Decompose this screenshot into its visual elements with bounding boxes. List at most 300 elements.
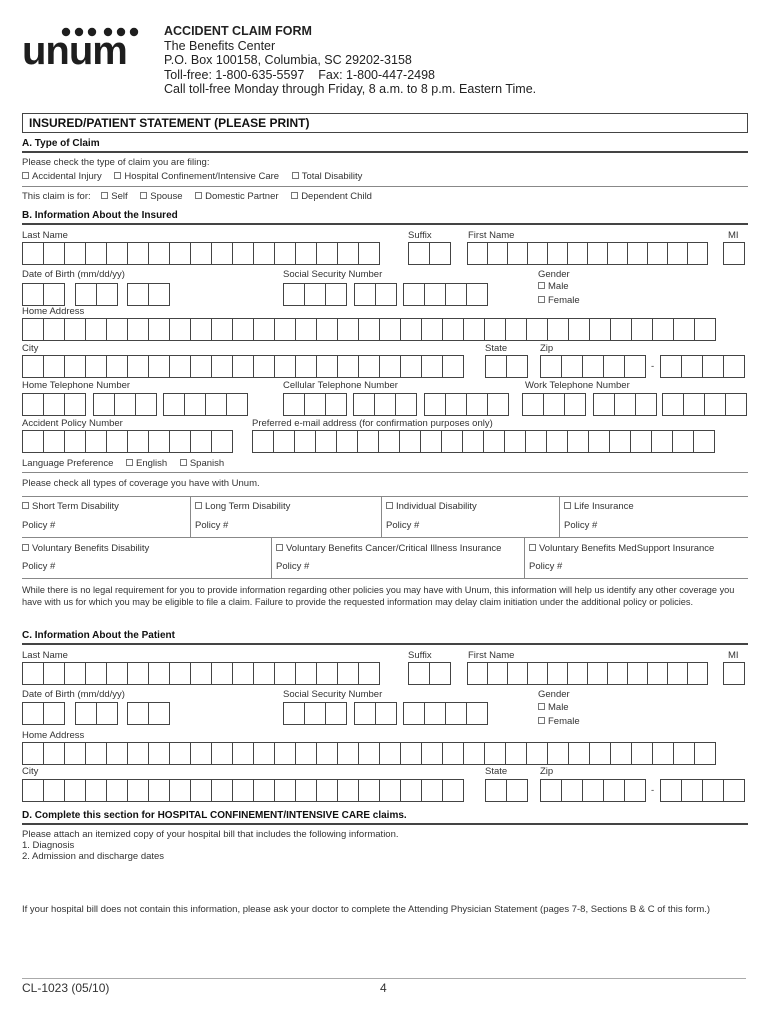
char-box[interactable] xyxy=(609,430,631,453)
checkbox-icon[interactable] xyxy=(101,192,108,199)
char-box[interactable] xyxy=(421,779,443,802)
char-box[interactable] xyxy=(283,283,305,306)
char-box[interactable] xyxy=(561,355,583,378)
char-box[interactable] xyxy=(169,355,191,378)
char-box[interactable] xyxy=(484,318,506,341)
char-box[interactable] xyxy=(378,430,400,453)
char-box[interactable] xyxy=(421,742,443,765)
char-box[interactable] xyxy=(148,662,170,685)
checkbox-icon[interactable] xyxy=(564,502,571,509)
insured-dob-dd[interactable] xyxy=(75,283,118,306)
char-box[interactable] xyxy=(603,779,625,802)
patient-suffix-boxes[interactable] xyxy=(408,662,451,685)
char-box[interactable] xyxy=(624,779,646,802)
patient-last-name-boxes[interactable] xyxy=(22,662,380,685)
char-box[interactable] xyxy=(253,742,275,765)
char-box[interactable] xyxy=(22,702,44,725)
char-box[interactable] xyxy=(274,242,296,265)
char-box[interactable] xyxy=(466,393,488,416)
char-box[interactable] xyxy=(399,430,421,453)
char-box[interactable] xyxy=(547,662,568,685)
char-box[interactable] xyxy=(589,742,611,765)
char-box[interactable] xyxy=(211,242,233,265)
char-box[interactable] xyxy=(253,779,275,802)
char-box[interactable] xyxy=(723,242,745,265)
char-box[interactable] xyxy=(43,283,65,306)
char-box[interactable] xyxy=(43,662,65,685)
checkbox-icon[interactable] xyxy=(538,717,545,724)
char-box[interactable] xyxy=(693,430,715,453)
char-box[interactable] xyxy=(75,283,97,306)
char-box[interactable] xyxy=(148,702,170,725)
char-box[interactable] xyxy=(357,430,379,453)
coverage-std[interactable]: Short Term Disability xyxy=(22,501,119,512)
checkbox-icon[interactable] xyxy=(538,282,545,289)
patient-state-boxes[interactable] xyxy=(485,779,528,802)
char-box[interactable] xyxy=(442,779,464,802)
char-box[interactable] xyxy=(673,318,695,341)
char-box[interactable] xyxy=(614,393,636,416)
char-box[interactable] xyxy=(64,242,86,265)
char-box[interactable] xyxy=(295,318,317,341)
insured-address-boxes[interactable] xyxy=(22,318,716,341)
insured-first-name-boxes[interactable] xyxy=(467,242,708,265)
char-box[interactable] xyxy=(652,318,674,341)
char-box[interactable] xyxy=(232,662,254,685)
char-box[interactable] xyxy=(403,702,425,725)
char-box[interactable] xyxy=(421,318,443,341)
char-box[interactable] xyxy=(85,242,107,265)
char-box[interactable] xyxy=(702,355,724,378)
char-box[interactable] xyxy=(43,355,65,378)
char-box[interactable] xyxy=(505,742,527,765)
char-box[interactable] xyxy=(316,355,338,378)
char-box[interactable] xyxy=(148,355,170,378)
char-box[interactable] xyxy=(681,355,703,378)
char-box[interactable] xyxy=(568,742,590,765)
char-box[interactable] xyxy=(148,242,170,265)
claim-type-disability[interactable]: Total Disability xyxy=(292,171,363,182)
char-box[interactable] xyxy=(582,779,604,802)
checkbox-icon[interactable] xyxy=(114,172,121,179)
claim-type-hospital[interactable]: Hospital Confinement/Intensive Care xyxy=(114,171,279,182)
patient-zip-boxes[interactable] xyxy=(540,779,646,802)
char-box[interactable] xyxy=(651,430,673,453)
char-box[interactable] xyxy=(96,283,118,306)
language-english[interactable]: English xyxy=(126,458,167,469)
char-box[interactable] xyxy=(169,242,191,265)
char-box[interactable] xyxy=(526,742,548,765)
char-box[interactable] xyxy=(190,318,212,341)
char-box[interactable] xyxy=(315,430,337,453)
char-box[interactable] xyxy=(631,742,653,765)
char-box[interactable] xyxy=(408,242,430,265)
char-box[interactable] xyxy=(325,283,347,306)
char-box[interactable] xyxy=(445,393,467,416)
char-box[interactable] xyxy=(379,355,401,378)
char-box[interactable] xyxy=(337,779,359,802)
char-box[interactable] xyxy=(127,702,149,725)
char-box[interactable] xyxy=(283,393,305,416)
char-box[interactable] xyxy=(127,662,149,685)
checkbox-icon[interactable] xyxy=(291,192,298,199)
char-box[interactable] xyxy=(567,662,588,685)
char-box[interactable] xyxy=(421,355,443,378)
char-box[interactable] xyxy=(647,662,668,685)
char-box[interactable] xyxy=(211,779,233,802)
char-box[interactable] xyxy=(375,283,397,306)
char-box[interactable] xyxy=(485,779,507,802)
char-box[interactable] xyxy=(169,779,191,802)
char-box[interactable] xyxy=(274,318,296,341)
char-box[interactable] xyxy=(127,779,149,802)
char-box[interactable] xyxy=(624,355,646,378)
char-box[interactable] xyxy=(424,393,446,416)
char-box[interactable] xyxy=(337,662,359,685)
char-box[interactable] xyxy=(603,355,625,378)
insured-zip-boxes[interactable] xyxy=(540,355,646,378)
char-box[interactable] xyxy=(723,779,745,802)
char-box[interactable] xyxy=(527,662,548,685)
work-phone-area[interactable] xyxy=(522,393,586,416)
char-box[interactable] xyxy=(547,742,569,765)
char-box[interactable] xyxy=(506,779,528,802)
char-box[interactable] xyxy=(483,430,505,453)
char-box[interactable] xyxy=(190,742,212,765)
checkbox-icon[interactable] xyxy=(22,172,29,179)
char-box[interactable] xyxy=(358,318,380,341)
patient-ssn-1[interactable] xyxy=(283,702,347,725)
char-box[interactable] xyxy=(22,318,44,341)
char-box[interactable] xyxy=(627,242,648,265)
char-box[interactable] xyxy=(564,393,586,416)
char-box[interactable] xyxy=(561,779,583,802)
coverage-vb-cancer[interactable]: Voluntary Benefits Cancer/Critical Illness Insurance xyxy=(276,543,501,554)
char-box[interactable] xyxy=(593,393,615,416)
char-box[interactable] xyxy=(358,779,380,802)
char-box[interactable] xyxy=(681,779,703,802)
char-box[interactable] xyxy=(232,742,254,765)
char-box[interactable] xyxy=(64,430,86,453)
char-box[interactable] xyxy=(687,242,708,265)
char-box[interactable] xyxy=(85,662,107,685)
patient-ssn-2[interactable] xyxy=(354,702,397,725)
char-box[interactable] xyxy=(232,355,254,378)
char-box[interactable] xyxy=(400,779,422,802)
char-box[interactable] xyxy=(43,742,65,765)
char-box[interactable] xyxy=(702,779,724,802)
char-box[interactable] xyxy=(429,662,451,685)
patient-ssn-3[interactable] xyxy=(403,702,488,725)
char-box[interactable] xyxy=(424,702,446,725)
patient-city-boxes[interactable] xyxy=(22,779,464,802)
checkbox-icon[interactable] xyxy=(538,296,545,303)
char-box[interactable] xyxy=(568,318,590,341)
char-box[interactable] xyxy=(403,283,425,306)
char-box[interactable] xyxy=(652,742,674,765)
char-box[interactable] xyxy=(43,242,65,265)
char-box[interactable] xyxy=(445,702,467,725)
char-box[interactable] xyxy=(232,779,254,802)
char-box[interactable] xyxy=(106,318,128,341)
checkbox-icon[interactable] xyxy=(195,192,202,199)
char-box[interactable] xyxy=(163,393,185,416)
char-box[interactable] xyxy=(22,662,44,685)
char-box[interactable] xyxy=(106,430,128,453)
char-box[interactable] xyxy=(587,662,608,685)
char-box[interactable] xyxy=(442,355,464,378)
char-box[interactable] xyxy=(252,430,274,453)
char-box[interactable] xyxy=(295,779,317,802)
char-box[interactable] xyxy=(543,393,565,416)
char-box[interactable] xyxy=(507,662,528,685)
char-box[interactable] xyxy=(295,742,317,765)
insured-mi-box[interactable] xyxy=(723,242,745,265)
char-box[interactable] xyxy=(294,430,316,453)
patient-first-name-boxes[interactable] xyxy=(467,662,708,685)
char-box[interactable] xyxy=(190,430,212,453)
char-box[interactable] xyxy=(337,355,359,378)
char-box[interactable] xyxy=(467,662,488,685)
char-box[interactable] xyxy=(379,318,401,341)
char-box[interactable] xyxy=(274,779,296,802)
coverage-ltd[interactable]: Long Term Disability xyxy=(195,501,290,512)
char-box[interactable] xyxy=(484,742,506,765)
char-box[interactable] xyxy=(127,355,149,378)
insured-dob-yy[interactable] xyxy=(127,283,170,306)
char-box[interactable] xyxy=(462,430,484,453)
char-box[interactable] xyxy=(316,318,338,341)
char-box[interactable] xyxy=(379,742,401,765)
char-box[interactable] xyxy=(353,393,375,416)
char-box[interactable] xyxy=(354,283,376,306)
work-phone-prefix[interactable] xyxy=(593,393,657,416)
char-box[interactable] xyxy=(283,702,305,725)
char-box[interactable] xyxy=(148,779,170,802)
char-box[interactable] xyxy=(429,242,451,265)
char-box[interactable] xyxy=(64,779,86,802)
char-box[interactable] xyxy=(400,318,422,341)
char-box[interactable] xyxy=(304,393,326,416)
char-box[interactable] xyxy=(190,355,212,378)
char-box[interactable] xyxy=(607,242,628,265)
char-box[interactable] xyxy=(211,355,233,378)
checkbox-icon[interactable] xyxy=(538,703,545,710)
char-box[interactable] xyxy=(106,355,128,378)
char-box[interactable] xyxy=(295,242,317,265)
char-box[interactable] xyxy=(106,779,128,802)
char-box[interactable] xyxy=(273,430,295,453)
char-box[interactable] xyxy=(725,393,747,416)
char-box[interactable] xyxy=(506,355,528,378)
char-box[interactable] xyxy=(127,430,149,453)
char-box[interactable] xyxy=(148,318,170,341)
char-box[interactable] xyxy=(85,355,107,378)
char-box[interactable] xyxy=(610,318,632,341)
char-box[interactable] xyxy=(527,242,548,265)
claim-for-self[interactable]: Self xyxy=(101,191,127,202)
char-box[interactable] xyxy=(627,662,648,685)
char-box[interactable] xyxy=(169,662,191,685)
char-box[interactable] xyxy=(442,742,464,765)
char-box[interactable] xyxy=(660,779,682,802)
char-box[interactable] xyxy=(43,702,65,725)
char-box[interactable] xyxy=(114,393,136,416)
char-box[interactable] xyxy=(424,283,446,306)
checkbox-icon[interactable] xyxy=(126,459,133,466)
language-spanish[interactable]: Spanish xyxy=(180,458,224,469)
char-box[interactable] xyxy=(85,779,107,802)
char-box[interactable] xyxy=(106,242,128,265)
char-box[interactable] xyxy=(408,662,430,685)
char-box[interactable] xyxy=(400,355,422,378)
char-box[interactable] xyxy=(567,242,588,265)
char-box[interactable] xyxy=(337,242,359,265)
char-box[interactable] xyxy=(358,242,380,265)
char-box[interactable] xyxy=(22,742,44,765)
char-box[interactable] xyxy=(525,430,547,453)
char-box[interactable] xyxy=(667,242,688,265)
char-box[interactable] xyxy=(467,242,488,265)
char-box[interactable] xyxy=(22,430,44,453)
insured-ssn-3[interactable] xyxy=(403,283,488,306)
char-box[interactable] xyxy=(93,393,115,416)
char-box[interactable] xyxy=(184,393,206,416)
char-box[interactable] xyxy=(358,355,380,378)
insured-ssn-1[interactable] xyxy=(283,283,347,306)
char-box[interactable] xyxy=(253,242,275,265)
char-box[interactable] xyxy=(547,318,569,341)
char-box[interactable] xyxy=(148,430,170,453)
char-box[interactable] xyxy=(148,742,170,765)
char-box[interactable] xyxy=(610,742,632,765)
char-box[interactable] xyxy=(64,662,86,685)
checkbox-icon[interactable] xyxy=(529,544,536,551)
char-box[interactable] xyxy=(316,662,338,685)
char-box[interactable] xyxy=(22,355,44,378)
char-box[interactable] xyxy=(85,742,107,765)
char-box[interactable] xyxy=(358,742,380,765)
char-box[interactable] xyxy=(148,283,170,306)
char-box[interactable] xyxy=(304,283,326,306)
char-box[interactable] xyxy=(232,318,254,341)
checkbox-icon[interactable] xyxy=(195,502,202,509)
patient-gender-female[interactable]: Female xyxy=(538,716,580,727)
insured-suffix-boxes[interactable] xyxy=(408,242,451,265)
char-box[interactable] xyxy=(274,662,296,685)
coverage-life[interactable]: Life Insurance xyxy=(564,501,634,512)
char-box[interactable] xyxy=(694,742,716,765)
char-box[interactable] xyxy=(672,430,694,453)
claim-type-accidental[interactable]: Accidental Injury xyxy=(22,171,102,182)
char-box[interactable] xyxy=(505,318,527,341)
char-box[interactable] xyxy=(547,242,568,265)
char-box[interactable] xyxy=(127,283,149,306)
home-phone-prefix[interactable] xyxy=(93,393,157,416)
char-box[interactable] xyxy=(253,355,275,378)
char-box[interactable] xyxy=(96,702,118,725)
char-box[interactable] xyxy=(487,393,509,416)
char-box[interactable] xyxy=(190,242,212,265)
char-box[interactable] xyxy=(485,355,507,378)
char-box[interactable] xyxy=(253,318,275,341)
char-box[interactable] xyxy=(667,662,688,685)
char-box[interactable] xyxy=(127,742,149,765)
char-box[interactable] xyxy=(43,430,65,453)
patient-address-boxes[interactable] xyxy=(22,742,716,765)
char-box[interactable] xyxy=(325,702,347,725)
char-box[interactable] xyxy=(445,283,467,306)
char-box[interactable] xyxy=(106,662,128,685)
char-box[interactable] xyxy=(316,779,338,802)
char-box[interactable] xyxy=(635,393,657,416)
char-box[interactable] xyxy=(253,662,275,685)
char-box[interactable] xyxy=(169,430,191,453)
char-box[interactable] xyxy=(127,318,149,341)
patient-zip4-boxes[interactable] xyxy=(660,779,745,802)
char-box[interactable] xyxy=(723,355,745,378)
char-box[interactable] xyxy=(274,355,296,378)
insured-last-name-boxes[interactable] xyxy=(22,242,380,265)
char-box[interactable] xyxy=(64,742,86,765)
char-box[interactable] xyxy=(704,393,726,416)
email-boxes[interactable] xyxy=(252,430,715,453)
insured-gender-female[interactable]: Female xyxy=(538,295,580,306)
char-box[interactable] xyxy=(630,430,652,453)
insured-city-boxes[interactable] xyxy=(22,355,464,378)
checkbox-icon[interactable] xyxy=(276,544,283,551)
char-box[interactable] xyxy=(420,430,442,453)
insured-ssn-2[interactable] xyxy=(354,283,397,306)
char-box[interactable] xyxy=(723,662,745,685)
patient-mi-box[interactable] xyxy=(723,662,745,685)
char-box[interactable] xyxy=(64,318,86,341)
checkbox-icon[interactable] xyxy=(292,172,299,179)
checkbox-icon[interactable] xyxy=(180,459,187,466)
char-box[interactable] xyxy=(190,779,212,802)
patient-dob-mm[interactable] xyxy=(22,702,65,725)
char-box[interactable] xyxy=(226,393,248,416)
char-box[interactable] xyxy=(631,318,653,341)
char-box[interactable] xyxy=(75,702,97,725)
claim-for-spouse[interactable]: Spouse xyxy=(140,191,182,202)
char-box[interactable] xyxy=(683,393,705,416)
char-box[interactable] xyxy=(22,393,44,416)
char-box[interactable] xyxy=(587,242,608,265)
home-phone-line[interactable] xyxy=(163,393,248,416)
coverage-vb-medsupport[interactable]: Voluntary Benefits MedSupport Insurance xyxy=(529,543,714,554)
patient-dob-dd[interactable] xyxy=(75,702,118,725)
checkbox-icon[interactable] xyxy=(22,502,29,509)
char-box[interactable] xyxy=(295,662,317,685)
char-box[interactable] xyxy=(64,393,86,416)
claim-for-child[interactable]: Dependent Child xyxy=(291,191,372,202)
claim-for-partner[interactable]: Domestic Partner xyxy=(195,191,278,202)
char-box[interactable] xyxy=(106,742,128,765)
cell-phone-area[interactable] xyxy=(283,393,347,416)
insured-state-boxes[interactable] xyxy=(485,355,528,378)
char-box[interactable] xyxy=(135,393,157,416)
cell-phone-prefix[interactable] xyxy=(353,393,417,416)
char-box[interactable] xyxy=(540,355,562,378)
char-box[interactable] xyxy=(169,742,191,765)
char-box[interactable] xyxy=(567,430,589,453)
char-box[interactable] xyxy=(466,283,488,306)
char-box[interactable] xyxy=(522,393,544,416)
char-box[interactable] xyxy=(662,393,684,416)
char-box[interactable] xyxy=(337,742,359,765)
insured-zip4-boxes[interactable] xyxy=(660,355,745,378)
